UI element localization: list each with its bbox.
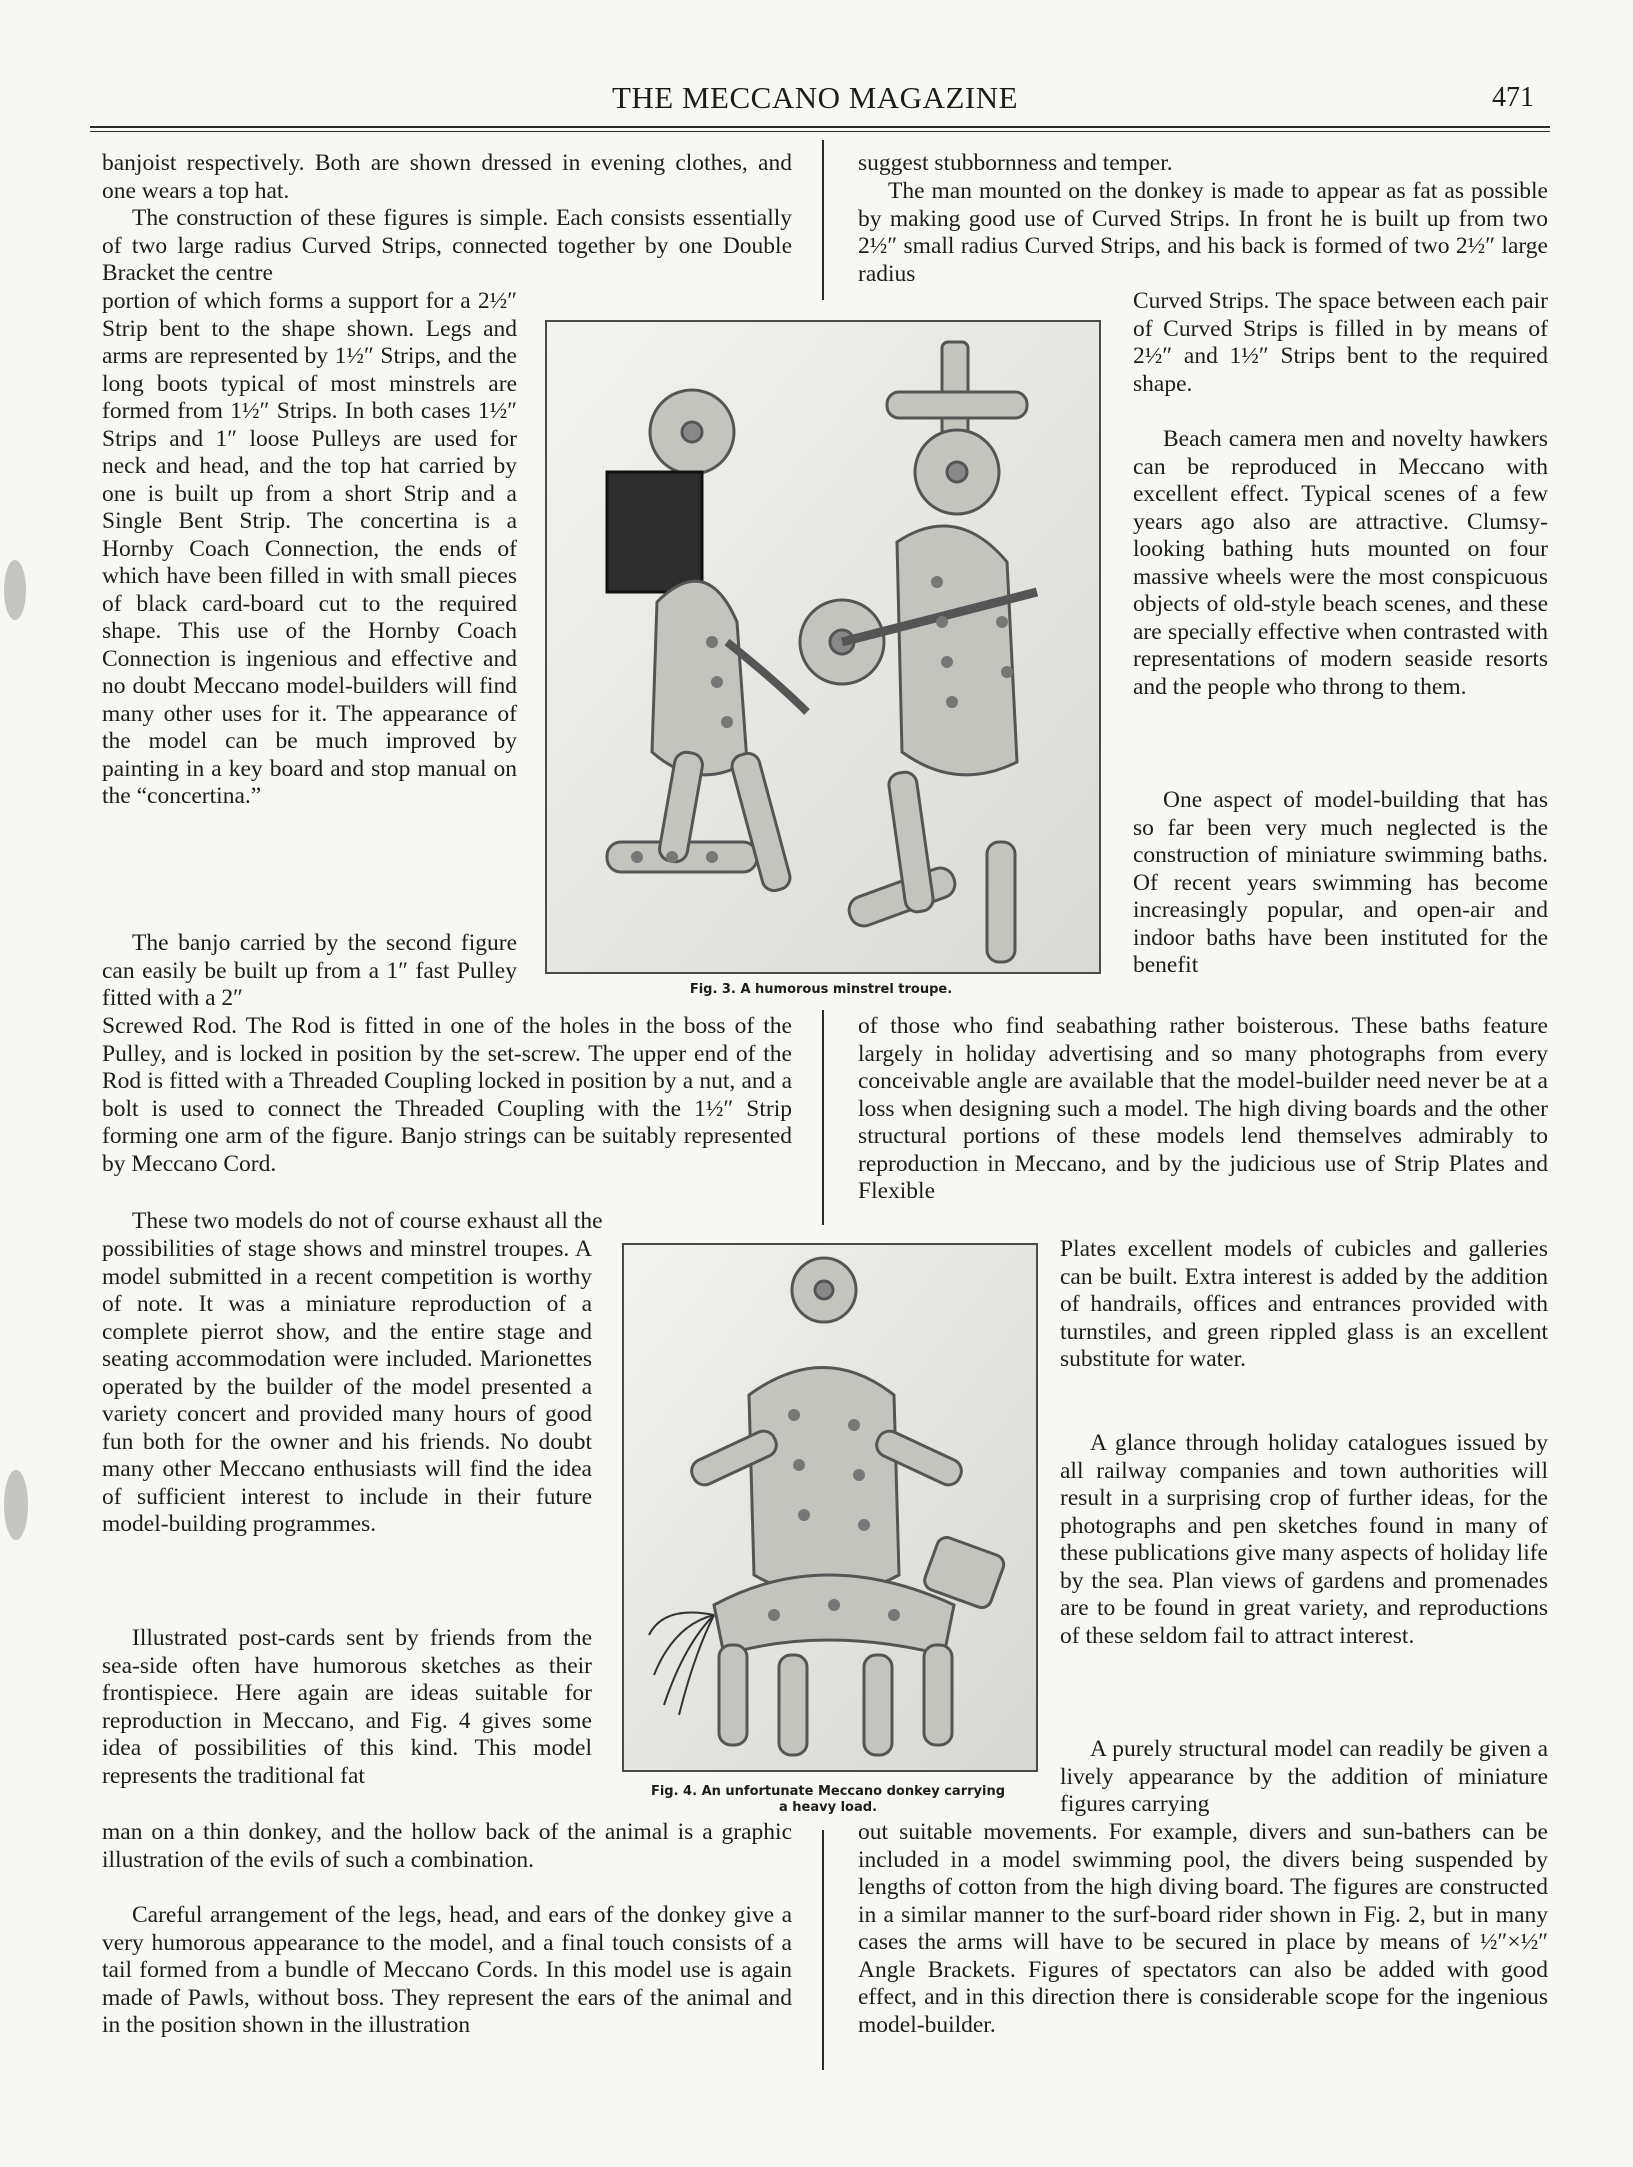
figure-4-caption-line-1: Fig. 4. An unfortunate Meccano donkey carrying: [650, 1784, 1006, 1799]
left-paragraph-2b: portion of which forms a support for a 2½″ Strip bent to the shape shown. Legs and arms are represented by 1½″ Strips, and the long boots typical of most minstrels are formed from 1½″ Strips. In both cases 1½″ Strips and 1″ loose Pulleys are used for neck and head, and the top hat carried by one is built up from a short Strip and a Single Bent Strip. The concertina is a Hornby Coach Connection, the ends of which have been filled in with small pieces of black card-board cut to the required shape. This use of the Hornby Coach Connection is ingenious and effective and no doubt Meccano model-builders will find many other uses for it. The appearance of the model can be much improved by painting in a key board and stop manual on the “concertina.”: [102, 288, 517, 809]
left-paragraph-4a: These two models do not of course exhaust all the: [132, 1208, 603, 1234]
magazine-title: THE MECCANO MAGAZINE: [611, 80, 1019, 115]
figure-4-caption-line-2: a heavy load.: [778, 1800, 878, 1815]
header-rule-thin: [90, 131, 1550, 132]
right-paragraph-3b: of those who find seabathing rather boisterous. These baths feature largely in holiday advertising and so many photographs from every conceivable angle are available that the model-builder need never be at a loss when designing such a model. The high diving boards and the other structural portions of these models lend themselves admirably to reproduction in Meccano, and by the judicious use of Strip Plates and Flexible: [858, 1013, 1548, 1204]
right-paragraph-3c: Plates excellent models of cubicles and galleries can be built. Extra interest is added by the addition of handrails, offices and entrances provided with turnstiles, and green rippled glass is an excellent substitute for water.: [1060, 1236, 1548, 1372]
right-paragraph-5a: A purely structural model can readily be given a lively appearance by the addition of miniature figures carrying: [1060, 1736, 1548, 1817]
left-paragraph-6: Careful arrangement of the legs, head, and ears of the donkey give a very humorous appearance to the model, and a final touch consists of a tail formed from a bundle of Meccano Cords. In this model use is again made of Pawls, without boss. They represent the ears of the animal and in the position shown in the illustration: [102, 1902, 792, 2038]
column-divider-bottom: [822, 1830, 824, 2070]
donkey-model-photo-icon: [624, 1245, 1036, 1770]
minstrel-figures-photo-icon: [547, 322, 1099, 972]
left-paragraph-4b: possibilities of stage shows and minstrel troupes. A model submitted in a recent competition is worthy of note. It was a miniature reproduction of a complete pierrot show, and the entire stage and seating accommodation were included. Marionettes operated by the builder of the model presented a variety concert and provided many hours of good fun both for the owner and his friends. No doubt many other Meccano enthusiasts will find the idea of sufficient interest to include in their future model-building programmes.: [102, 1236, 592, 1537]
column-divider-top: [822, 140, 824, 300]
page-header: [90, 80, 1540, 120]
figure-3-caption: Fig. 3. A humorous minstrel troupe.: [689, 982, 953, 997]
left-paragraph-3b: Screwed Rod. The Rod is fitted in one of the holes in the boss of the Pulley, and is locked in position by the set-screw. The upper end of the Rod is fitted with a Threaded Coupling locked in position by a nut, and a bolt is used to connect the Threaded Coupling with the 1½″ Strip forming one arm of the figure. Banjo strings can be suitably represented by Meccano Cord.: [102, 1013, 792, 1177]
right-paragraph-1c: Curved Strips. The space between each pair of Curved Strips is filled in by means of 2½″ and 1½″ Strips bent to the required shape.: [1133, 288, 1548, 397]
right-paragraph-1b: The man mounted on the donkey is made to appear as fat as possible by making good use of Curved Strips. In front he is built up from two 2½″ small radius Curved Strips, and his back is formed of two 2½″ large radius: [858, 178, 1548, 287]
left-paragraph-5a: Illustrated post-cards sent by friends from the sea-side often have humorous sketches as their frontispiece. Here again are ideas suitable for reproduction in Meccano, and Fig. 4 gives some idea of possibilities of this kind. This model represents the traditional fat: [102, 1625, 592, 1789]
figure-3-photo: [545, 320, 1101, 974]
column-divider-middle: [822, 1010, 824, 1225]
right-paragraph-2: Beach camera men and novelty hawkers can be reproduced in Meccano with excellent effect. Typical scenes of a few years ago also are attractive. Clumsy-looking bathing huts mounted on four massive wheels were the most conspicuous objects of old-style beach scenes, and these are specially effective when contrasted with representations of modern seaside resorts and the people who throng to them.: [1133, 426, 1548, 700]
figure-4-caption: [612, 1784, 1044, 1816]
binding-mark: [4, 560, 26, 620]
page-number: 471: [1492, 82, 1534, 113]
right-paragraph-1a: suggest stubbornness and temper.: [858, 150, 1173, 176]
left-paragraph-2a: The construction of these figures is simple. Each consists essentially of two large radius Curved Strips, connected together by one Double Bracket the centre: [102, 205, 792, 286]
right-paragraph-3a: One aspect of model-building that has so far been very much neglected is the construction of miniature swimming baths. Of recent years swimming has become increasingly popular, and open-air and indoor baths have been instituted for the benefit: [1133, 787, 1548, 978]
left-paragraph-5b: man on a thin donkey, and the hollow back of the animal is a graphic illustration of the evils of such a combination.: [102, 1819, 792, 1873]
left-paragraph-3a: The banjo carried by the second figure can easily be built up from a 1″ fast Pulley fitted with a 2″: [102, 930, 517, 1011]
right-paragraph-4: A glance through holiday catalogues issued by all railway companies and town authorities will result in a surprising crop of further ideas, for the photographs and pen sketches found in many of these publications give many aspects of holiday life by the sea. Plan views of gardens and promenades are to be found in great variety, and reproductions of these seldom fail to attract interest.: [1060, 1430, 1548, 1649]
right-paragraph-5b: out suitable movements. For example, divers and sun-bathers can be included in a model swimming pool, the divers being suspended by lengths of cotton from the high diving board. The figures are constructed in a similar manner to the surf-board rider shown in Fig. 2, but in many cases the arms will have to be secured in place by means of ½″×½″ Angle Brackets. Figures of spectators can also be added with good effect, and in this direction there is considerable scope for the ingenious model-builder.: [858, 1819, 1548, 2038]
header-rule: [90, 126, 1550, 128]
binding-mark: [4, 1470, 28, 1540]
left-paragraph-1: banjoist respectively. Both are shown dressed in evening clothes, and one wears a top hat.: [102, 150, 792, 204]
figure-4-photo: [622, 1243, 1038, 1772]
